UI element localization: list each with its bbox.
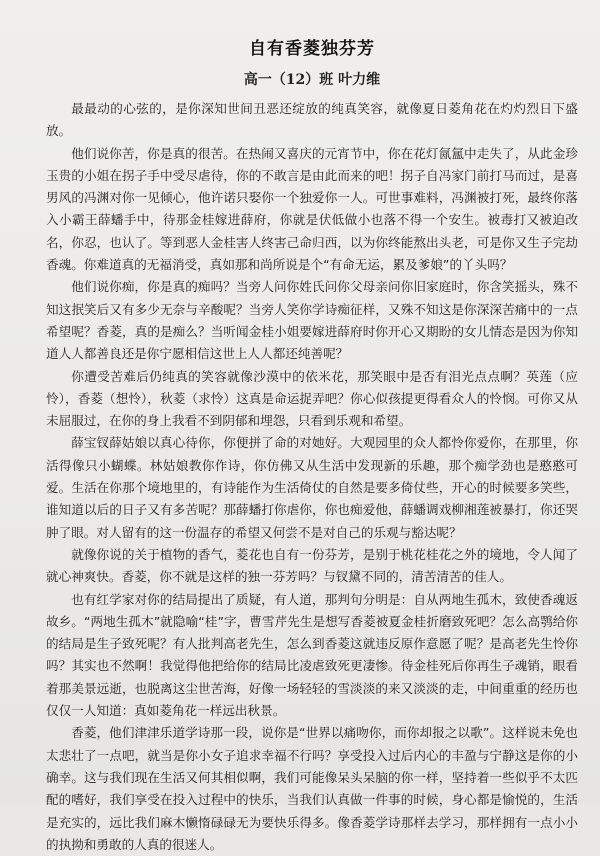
paragraph-1: 最最动的心弦的，是你深知世间丑恶还绽放的纯真笑容，就像夏日菱角花在灼灼烈日下盛放。	[46, 101, 578, 139]
author-line: 高一（12）班 叶力维	[243, 72, 381, 88]
paragraph-5: 薛宝钗薛姑娘以真心待你，你便拼了命的对她好。大观园里的众人都怜你爱你，在那里，你活得像只小蝴蝶。林姑娘教你作诗，你仿佛又从生活中发现新的乐趣，那个痴学劲也是憨憨可爱。生活在你那个境地里的，有诗能作为生活倚仗的自然是要多倚仗些，开心的时候要多笑些，谁知道以后的日子又有多苦呢？那薛蟠打你虐你，你也痴爱他，薛蟠调戏柳湘莲被暴打，你还哭肿了眼。对人留有的这一份温存的希望又何尝不是对自己的乐观与豁达呢？	[46, 435, 578, 540]
paragraph-7: 也有红学家对你的结局提出了质疑，有人道，那判句分明是：自从两地生孤木，致使香魂返故乡。“两地生孤木”就隐喻“桂”字，曹雪芹先生是想写香菱被夏金桂折磨致死吧？怎么高鹗给你的结局是生子致死呢？有人批判高老先生，怎么到香菱这就违反原作意愿了呢？是高老先生怜你吗？其实也不然啊！我觉得他把给你的结局比凌虐致死更凄惨。待金桂死后你再生子魂销，眼看着那美景远逝，也脱离这尘世苦海，好像一场轻轻的雪淡淡的来又淡淡的走，中间重重的经历也仅仅一人知道：真如菱角花一样远出秋景。	[46, 591, 578, 719]
paragraph-4: 你遭受苦难后仍纯真的笑容就像沙漠中的依米花，那笑眼中是否有泪光点点啊？英莲（应怜），香菱（想怜），秋菱（求怜）这真是命运捉弄吧？你心似孩提更得看众人的怜悯。可你又从未屈服过，在你的身上我看不到阴郁和埋怨，只看到乐观和希望。	[46, 368, 578, 429]
essay-body	[46, 98, 578, 856]
paragraph-3: 他们说你痴，你是真的痴吗？当旁人问你姓氏问你父母亲问你旧家庭时，你含笑摇头，殊不知这抿笑后又有多少无奈与辛酸呢？当旁人笑你学诗痴征样，又殊不知这是你深深苦痛中的一点希望呢？香菱，真的是痴么？当听闻金桂小姐要嫁进薛府时你开心又期盼的女儿情态是因为你知道人人都善良还是你宁愿相信这世上人人都还纯善呢？	[46, 279, 578, 362]
essay-title: 自有香菱独芬芳	[249, 39, 375, 59]
paragraph-2: 他们说你苦，你是真的很苦。在热闹又喜庆的元宵节中，你在花灯氤氲中走失了，从此金珍玉贵的小姐在拐子手中受尽虐待，你的不敢言是由此而来的吧！拐子自冯家门前打马而过，是喜男风的冯渊对你一见倾心，他许诺只娶你一个独爱你一人。可世事难料，冯渊被打死，最终你落入小霸王薛蟠手中，待那金桂嫁进薛府，你就是伏低做小也落不得一个安生。被毒打又被迫改名，你忍，也认了。等到恶人金桂害人终害己命归西，以为你终能熬出头老，可是你又生子完劫香魂。你难道真的无福消受，真如那和尚所说是个“有命无运，累及爹娘”的丫头吗？	[46, 145, 578, 273]
paragraph-8: 香菱，他们津津乐道学诗那一段，说你是“世界以痛吻你，而你却报之以歌”。这样说未免也太悲壮了一点吧，就当是你小女子追求幸福不行吗？享受投入过后内心的丰盈与宁静这是你的小确幸。这与我们现在生活又何其相似啊，我们可能像呆头呆脑的你一样，坚持着一些似乎不太匹配的嗜好，我们享受在投入过程中的快乐，当我们认真做一件事的时候，身心都是愉悦的，生活是充实的，远比我们麻木懒惰碌碌无为要快乐得多。像香菱学诗那样去学习，那样拥有一点小小的执拗和勇敢的人真的很迷人。	[46, 725, 578, 852]
paragraph-6: 就像你说的关于植物的香气，菱花也自有一份芬芳，是别于桃花桂花之外的境地，令人闻了就心神爽快。香菱，你不就是这样的独一芬芳吗？与钗黛不同的，清苦清苦的佳人。	[46, 546, 578, 585]
